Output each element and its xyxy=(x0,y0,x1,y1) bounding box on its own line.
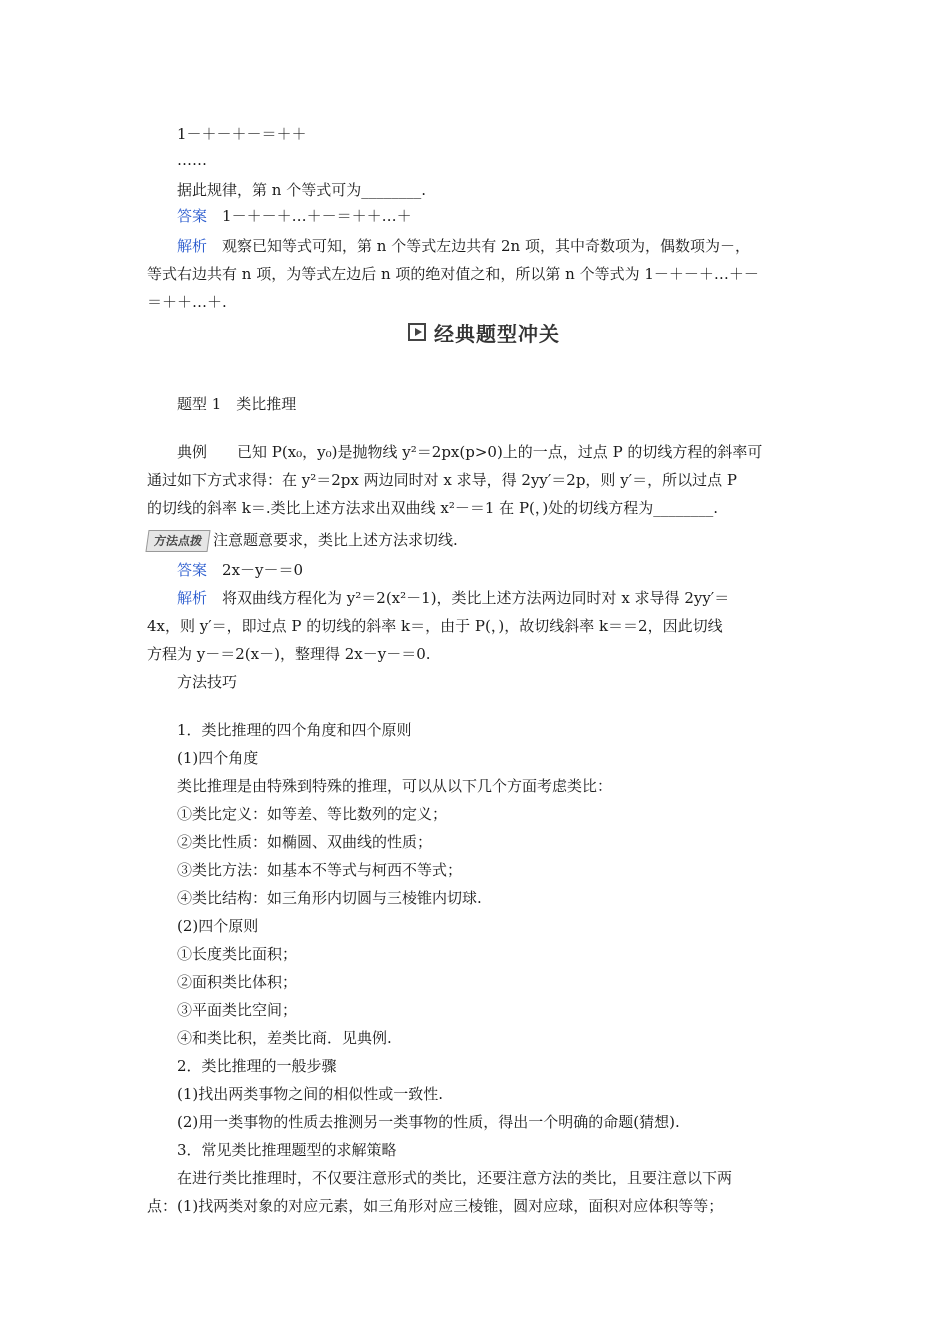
tip-3-heading: 3．常见类比推理题型的求解策略 xyxy=(177,1141,397,1159)
tip-1-principle-4: ④和类比积，差类比商．见典例. xyxy=(177,1029,392,1047)
analysis-line xyxy=(177,236,750,256)
tip-1-item-2: ②类比性质：如椭圆、双曲线的性质； xyxy=(177,833,433,851)
tip-2-step-1: (1)找出两类事物之间的相似性或一致性. xyxy=(177,1085,444,1103)
method-tips-heading: 方法技巧 xyxy=(177,673,238,691)
analysis-text: 观察已知等式可知，第 n 个等式左边共有 2n 项，其中奇数项为，偶数项为－， xyxy=(222,237,750,255)
analysis-label: 解析 xyxy=(177,237,208,255)
play-icon xyxy=(408,323,426,341)
tip-1-desc: 类比推理是由特殊到特殊的推理，可以从以下几个方面考虑类比： xyxy=(177,777,613,795)
topic-heading: 题型 1 类比推理 xyxy=(177,395,297,413)
answer-label-2: 答案 xyxy=(177,561,208,579)
banner-title: 经典题型冲关 xyxy=(434,321,560,346)
tip-1-sub-1: (1)四个角度 xyxy=(177,749,259,767)
analysis-line-b3: 方程为 y－＝2(x－)，整理得 2x－y－＝0. xyxy=(147,645,431,663)
tip-1-sub-2: (2)四个原则 xyxy=(177,917,259,935)
analysis-line-b2: 4x，则 y′＝，即过点 P 的切线的斜率 k＝，由于 P(，)，故切线斜率 k＝＝2，因此切线 xyxy=(147,617,723,635)
answer-line xyxy=(177,206,412,226)
tip-2-step-2: (2)用一类事物的性质去推测另一类事物的性质，得出一个明确的命题(猜想). xyxy=(177,1113,680,1131)
answer-label: 答案 xyxy=(177,207,208,225)
example-line-3: 的切线的斜率 k＝.类比上述方法求出双曲线 x²－＝1 在 P(，)处的切线方程为________. xyxy=(147,499,719,517)
example-line-1: 典例 已知 P(x₀，y₀)是抛物线 y²＝2px(p>0)上的一点，过点 P 的切线方程的斜率可 xyxy=(177,443,763,461)
tip-3-para-2: 点：(1)找两类对象的对应元素，如三角形对应三棱锥，圆对应球，面积对应体积等等； xyxy=(147,1197,724,1215)
analysis-line-3: ＝＋＋…＋. xyxy=(147,293,227,311)
analysis-line-b1 xyxy=(177,588,729,608)
tip-2-heading: 2．类比推理的一般步骤 xyxy=(177,1057,337,1075)
method-hint-badge: 方法点拨 xyxy=(145,530,210,552)
analysis-label-2: 解析 xyxy=(177,589,208,607)
tip-3-para-1: 在进行类比推理时，不仅要注意形式的类比，还要注意方法的类比，且要注意以下两 xyxy=(177,1169,733,1187)
analysis-text-2: 将双曲线方程化为 y²＝2(x²－1)，类比上述方法两边同时对 x 求导得 2yy′＝ xyxy=(222,589,730,607)
tip-1-item-1: ①类比定义：如等差、等比数列的定义； xyxy=(177,805,448,823)
equation-line: 1－＋－＋－＝＋＋ xyxy=(177,125,307,143)
method-hint-line xyxy=(147,530,458,552)
section-banner xyxy=(408,318,560,346)
answer-text-2: 2x－y－＝0 xyxy=(222,561,304,579)
tip-1-heading: 1．类比推理的四个角度和四个原则 xyxy=(177,721,412,739)
ellipsis-line: …… xyxy=(177,151,207,169)
answer-text: 1－＋－＋…＋－＝＋＋…＋ xyxy=(222,207,412,225)
tip-1-item-3: ③类比方法：如基本不等式与柯西不等式； xyxy=(177,861,463,879)
example-line-2: 通过如下方式求得：在 y²＝2px 两边同时对 x 求导，得 2yy′＝2p，则 y′＝，所以过点 P xyxy=(147,471,737,489)
answer-line-2 xyxy=(177,560,303,580)
question-line: 据此规律，第 n 个等式可为________. xyxy=(177,181,426,199)
tip-1-principle-1: ①长度类比面积； xyxy=(177,945,298,963)
tip-1-item-4: ④类比结构：如三角形内切圆与三棱锥内切球. xyxy=(177,889,482,907)
method-hint-text: 注意题意要求，类比上述方法求切线. xyxy=(213,531,458,549)
tip-1-principle-2: ②面积类比体积； xyxy=(177,973,298,991)
tip-1-principle-3: ③平面类比空间； xyxy=(177,1001,298,1019)
analysis-line-2: 等式右边共有 n 项，为等式左边后 n 项的绝对值之和，所以第 n 个等式为 1－＋－＋…＋－ xyxy=(147,265,759,283)
